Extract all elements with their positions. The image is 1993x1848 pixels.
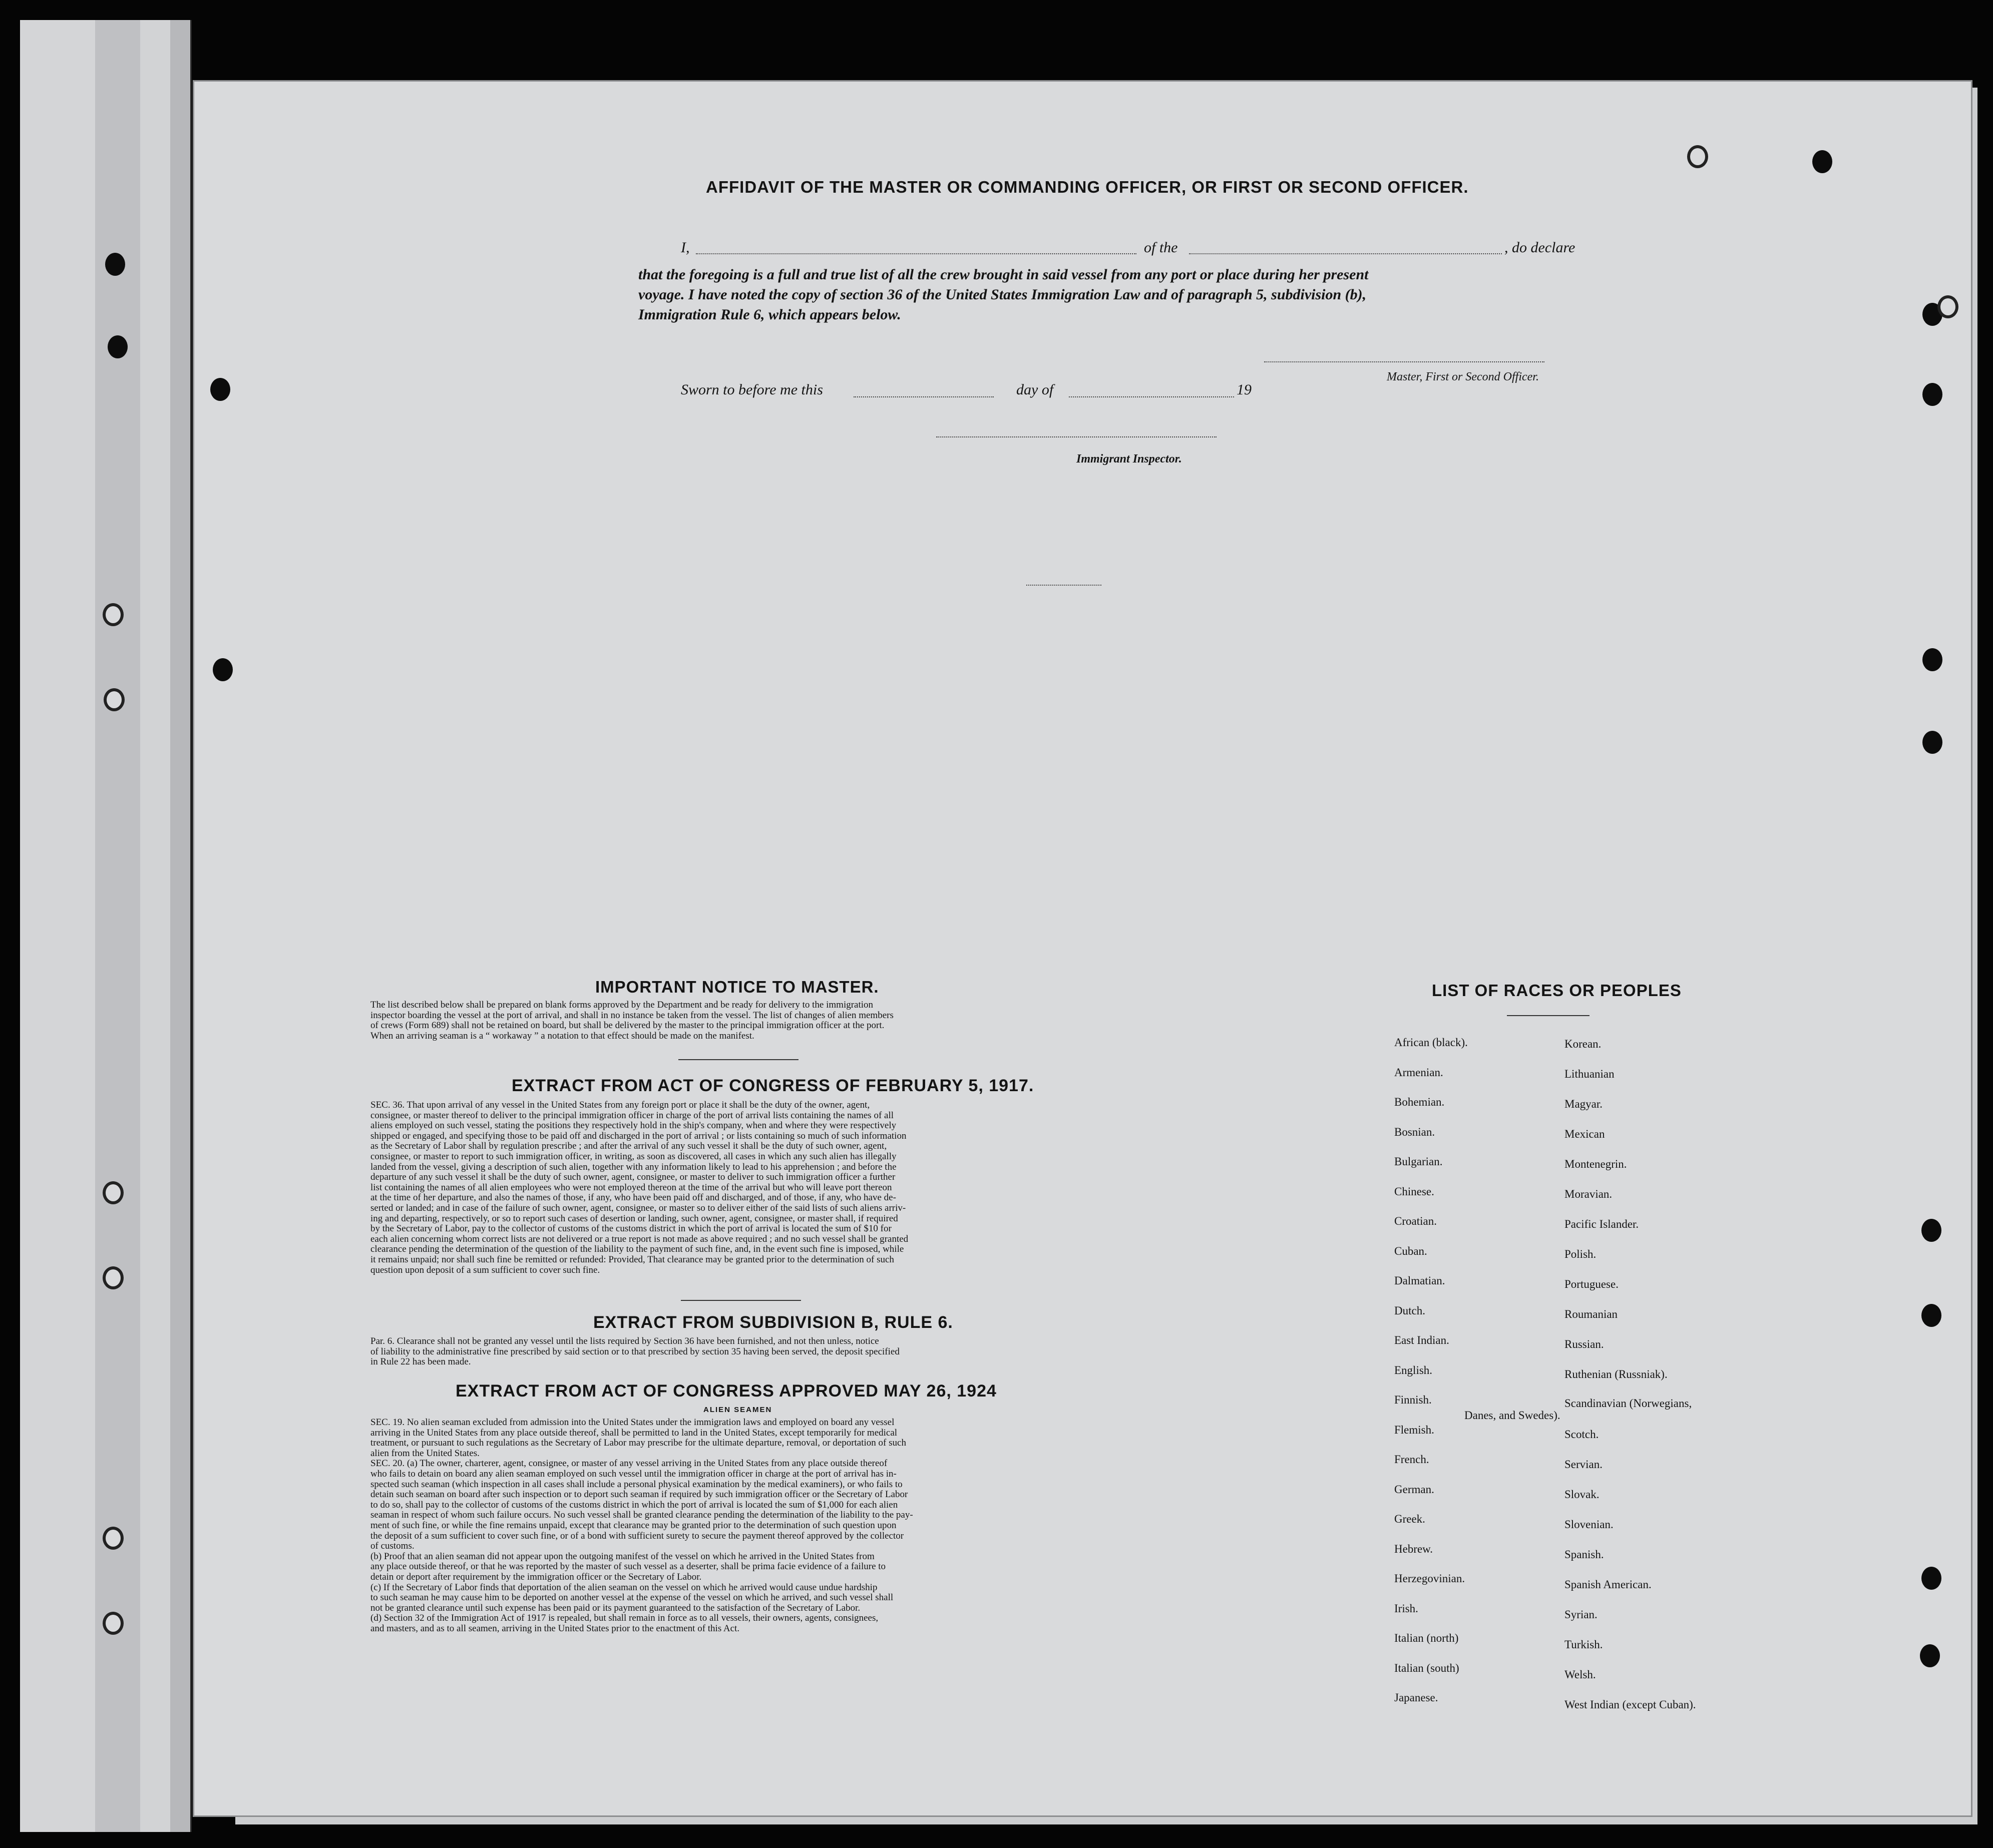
punch-hole-ring bbox=[103, 1266, 124, 1289]
race-item: Pacific Islander. bbox=[1564, 1218, 1639, 1230]
punch-hole bbox=[1922, 648, 1942, 671]
affidavit-line-2: that the foregoing is a full and true list of all the crew brought in said vessel from any port or place during her present bbox=[638, 266, 1369, 283]
race-item: Welsh. bbox=[1564, 1668, 1596, 1681]
race-item: Dalmatian. bbox=[1394, 1274, 1445, 1287]
punch-hole-ring bbox=[1937, 295, 1958, 318]
text-line: alien from the United States. bbox=[370, 1448, 480, 1459]
race-item: Scandinavian (Norwegians, bbox=[1564, 1397, 1692, 1410]
race-item: Portuguese. bbox=[1564, 1278, 1619, 1290]
notice-text bbox=[370, 1000, 1116, 1041]
punch-hole-ring bbox=[1687, 145, 1708, 168]
text-line: of liability to the administrative fine prescribed by said section or to that prescribed by section 35 having been served, the deposit specified bbox=[370, 1346, 900, 1357]
race-item: Irish. bbox=[1394, 1602, 1418, 1615]
race-item: Italian (south) bbox=[1394, 1661, 1459, 1674]
races-title-rule bbox=[1507, 1015, 1589, 1016]
sworn-day-blank[interactable] bbox=[854, 396, 994, 397]
race-item: Bohemian. bbox=[1394, 1096, 1445, 1108]
races-title: LIST OF RACES OR PEOPLES bbox=[1432, 981, 1682, 1000]
text-line: to do so, shall pay to the collector of customs of the customs district in which the port of arrival is located the sum of $1,000 for each alien bbox=[370, 1500, 898, 1510]
race-item: Turkish. bbox=[1564, 1638, 1603, 1651]
race-item: African (black). bbox=[1394, 1036, 1468, 1049]
section-divider bbox=[681, 1300, 801, 1301]
text-line: (c) If the Secretary of Labor finds that deportation of the alien seaman on the vessel on which he arrived would cause undue hardship bbox=[370, 1582, 878, 1593]
race-item: Spanish. bbox=[1564, 1548, 1604, 1561]
punch-hole-ring bbox=[104, 688, 125, 711]
race-item: Montenegrin. bbox=[1564, 1158, 1627, 1170]
text-line: SEC. 36. That upon arrival of any vessel in the United States from any foreign port or place it shall be the duty of the owner, agent, bbox=[370, 1100, 870, 1110]
text-line: inspector boarding the vessel at the port of arrival, and shall in no instance be taken from the vessel. The list of changes of alien members bbox=[370, 1010, 894, 1021]
text-line: treatment, or pursuant to such regulations as the Secretary of Labor may prescribe for the ultimate departure, removal, or deportation of such bbox=[370, 1438, 906, 1449]
text-line: (d) Section 32 of the Immigration Act of 1917 is repealed, but shall remain in force as to all vessels, their owners, agents, consignees, bbox=[370, 1613, 879, 1624]
punch-hole bbox=[1921, 1304, 1941, 1327]
text-line: serted or landed; and in case of the failure of such owner, agent, consignee, or master so to deliver either of the said lists of such aliens arriv- bbox=[370, 1203, 906, 1213]
text-line: any place outside thereof, or that he was reported by the master of such vessel as a deserter, shall be prima facie evidence of a failure to bbox=[370, 1562, 886, 1572]
text-line: landed from the vessel, giving a description of such alien, together with any information likely to lead to his apprehension ; and before the bbox=[370, 1162, 897, 1172]
race-item: Spanish American. bbox=[1564, 1578, 1652, 1591]
race-item: Lithuanian bbox=[1564, 1068, 1615, 1080]
text-line: Par. 6. Clearance shall not be granted any vessel until the lists required by Section 36 have been furnished, and not then unless, notice bbox=[370, 1336, 879, 1346]
text-line: at the time of her departure, and also the names of those, if any, who have been paid off and discharged, and of those, if any, who have de- bbox=[370, 1193, 896, 1203]
text-line: who fails to detain on board any alien seaman employed on such vessel until the immigration officer in charge at the port of arrival has in- bbox=[370, 1469, 897, 1479]
text-line: departure of any such vessel it shall be the duty of such owner, agent, consignee, or master to deliver to such immigration officer a further bbox=[370, 1172, 896, 1183]
race-item: Ruthenian (Russniak). bbox=[1564, 1368, 1668, 1380]
sworn-text: Sworn to before me this bbox=[681, 381, 823, 398]
race-item: Slovak. bbox=[1564, 1488, 1600, 1501]
text-line: SEC. 20. (a) The owner, charterer, agent, consignee, or master of any vessel arriving in the United States from any place outside thereof bbox=[370, 1459, 888, 1469]
text-line: When an arriving seaman is a “ workaway ” a notation to that effect should be made on the manifest. bbox=[370, 1031, 754, 1041]
text-line: each alien concerning whom correct lists are not delivered or a true report is not made as above required ; and no such vessel shall be granted bbox=[370, 1234, 909, 1244]
race-item: Armenian. bbox=[1394, 1066, 1443, 1079]
race-item: English. bbox=[1394, 1363, 1433, 1376]
race-item: French. bbox=[1394, 1453, 1429, 1466]
punch-hole bbox=[1921, 1567, 1941, 1590]
text-line: (b) Proof that an alien seaman did not appear upon the outgoing manifest of the vessel on which he arrived in the United States from bbox=[370, 1551, 875, 1562]
text-line: in Rule 22 has been made. bbox=[370, 1357, 471, 1367]
text-line: detain or deport after requirement by the immigration officer or the Secretary of Labor. bbox=[370, 1572, 702, 1582]
punch-hole-ring bbox=[103, 1612, 124, 1635]
text-line: aliens employed on such vessel, stating the positions they respectively hold in the ship's company, when and where they were respectively bbox=[370, 1121, 897, 1131]
section-divider bbox=[678, 1059, 799, 1060]
race-item: Greek. bbox=[1394, 1513, 1425, 1525]
text-line: seaman in respect of whom such failure occurs. No such vessel shall be granted clearance pending the determination of the liability to the pay- bbox=[370, 1510, 913, 1521]
text-line: consignee, or master to report to such immigration officer, in writing, as soon as discovered, all cases in which any such alien has illegally bbox=[370, 1151, 897, 1162]
race-item: Cuban. bbox=[1394, 1244, 1427, 1257]
act-1924-subtitle: ALIEN SEAMEN bbox=[703, 1406, 772, 1414]
race-item: Roumanian bbox=[1564, 1308, 1618, 1320]
race-item: Korean. bbox=[1564, 1038, 1602, 1050]
race-item: Herzegovinian. bbox=[1394, 1572, 1465, 1585]
punch-hole-ring bbox=[103, 1181, 124, 1204]
race-item: Japanese. bbox=[1394, 1691, 1438, 1704]
underlying-page-edge bbox=[170, 20, 192, 1832]
inspector-signature-blank[interactable] bbox=[936, 436, 1217, 437]
punch-hole bbox=[108, 335, 128, 358]
text-line: list containing the names of all alien employees who were not employed thereon at the time of the arrival but who will leave port thereon bbox=[370, 1182, 892, 1193]
name-blank[interactable] bbox=[696, 253, 1136, 254]
affidavit-line-4: Immigration Rule 6, which appears below. bbox=[638, 306, 901, 323]
vessel-blank[interactable] bbox=[1189, 253, 1502, 254]
underlying-page-edge bbox=[140, 20, 172, 1832]
race-item: East Indian. bbox=[1394, 1334, 1449, 1346]
race-item: Mexican bbox=[1564, 1128, 1605, 1140]
race-item: Danes, and Swedes). bbox=[1464, 1409, 1560, 1422]
text-line: The list described below shall be prepared on blank forms approved by the Department and be ready for delivery to the immigration bbox=[370, 1000, 874, 1010]
act-1924-title: EXTRACT FROM ACT OF CONGRESS APPROVED MAY 26, 1924 bbox=[456, 1381, 997, 1401]
text-line: to such seaman he may cause him to be deported on another vessel at the expense of the vessel on which he arrived, and such vessel shall bbox=[370, 1593, 894, 1603]
text-line: as the Secretary of Labor shall by regulation prescribe ; and after the arrival of any such vessel it shall be the duty of such owner, agent, bbox=[370, 1141, 887, 1152]
affidavit-do-declare: , do declare bbox=[1504, 239, 1575, 256]
act-1917-text bbox=[370, 1100, 1116, 1275]
rule-6-title: EXTRACT FROM SUBDIVISION B, RULE 6. bbox=[593, 1313, 953, 1332]
race-item: Croatian. bbox=[1394, 1215, 1437, 1227]
punch-hole bbox=[210, 378, 230, 401]
race-item: Magyar. bbox=[1564, 1098, 1603, 1110]
race-item: Bosnian. bbox=[1394, 1125, 1435, 1138]
punch-hole bbox=[1812, 150, 1832, 173]
text-line: it remains unpaid; nor shall such fine be remitted or refunded: Provided, That clearance may be granted prior to the determination of such bbox=[370, 1254, 894, 1265]
affidavit-i: I, bbox=[681, 239, 690, 256]
punch-hole-ring bbox=[103, 603, 124, 626]
punch-hole bbox=[1920, 1644, 1940, 1667]
punch-hole bbox=[1922, 731, 1942, 754]
race-item: Russian. bbox=[1564, 1338, 1604, 1350]
stray-dotted-mark bbox=[1026, 585, 1101, 586]
race-item: West Indian (except Cuban). bbox=[1564, 1698, 1696, 1711]
sworn-month-blank[interactable] bbox=[1069, 396, 1234, 397]
affidavit-title: AFFIDAVIT OF THE MASTER OR COMMANDING OFFICER, OR FIRST OR SECOND OFFICER. bbox=[706, 178, 1469, 196]
punch-hole bbox=[213, 658, 233, 681]
signature-blank[interactable] bbox=[1264, 361, 1544, 362]
race-item: German. bbox=[1394, 1483, 1434, 1496]
underlying-page-edge bbox=[20, 20, 97, 1832]
text-line: detain such seaman on board after such inspection or to deport such seaman if required by such immigration officer or the Secretary of Labor bbox=[370, 1490, 908, 1500]
text-line: arriving in the United States from any place outside thereof, shall be permitted to land in the United States, except temporarily for medical bbox=[370, 1428, 898, 1438]
race-item: Syrian. bbox=[1564, 1608, 1598, 1621]
text-line: of customs. bbox=[370, 1541, 415, 1552]
affidavit-of-the: of the bbox=[1144, 239, 1178, 256]
text-line: and masters, and as to all seamen, arriving in the United States prior to the enactment of this Act. bbox=[370, 1623, 740, 1634]
document-sheet bbox=[193, 80, 1972, 1817]
race-item: Polish. bbox=[1564, 1248, 1597, 1260]
punch-hole bbox=[1922, 383, 1942, 406]
text-line: SEC. 19. No alien seaman excluded from admission into the United States under the immigration laws and employed on board any vessel bbox=[370, 1418, 895, 1428]
race-item: Dutch. bbox=[1394, 1304, 1425, 1317]
affidavit-line-3: voyage. I have noted the copy of section 36 of the United States Immigration Law and of paragraph 5, subdivision (b), bbox=[638, 286, 1367, 303]
text-line: ment of such fine, or while the fine remains unpaid, except that clearance may be granted prior to the determination of such question upon bbox=[370, 1520, 897, 1531]
text-line: shipped or engaged, and specifying those to be paid off and discharged in the port of arrival ; or lists containing so much of such information bbox=[370, 1131, 907, 1141]
race-item: Finnish. bbox=[1394, 1394, 1432, 1406]
race-item: Hebrew. bbox=[1394, 1542, 1433, 1555]
text-line: the deposit of a sum sufficient to cover such fine, or of a bond with sufficient surety to secure the payment thereof approved by the collector bbox=[370, 1531, 904, 1541]
text-line: by the Secretary of Labor, pay to the collector of customs of the customs district in which the port of arrival is located the sum of $10 for bbox=[370, 1224, 892, 1234]
punch-hole bbox=[105, 253, 125, 276]
text-line: ing and departing, respectively, or so to report such cases of desertion or landing, such owner, agent, consignee, or master shall, if required bbox=[370, 1213, 898, 1224]
punch-hole bbox=[1921, 1219, 1941, 1242]
notice-title: IMPORTANT NOTICE TO MASTER. bbox=[595, 978, 879, 996]
race-item: Bulgarian. bbox=[1394, 1155, 1443, 1168]
master-label: Master, First or Second Officer. bbox=[1387, 370, 1539, 383]
text-line: spected such seaman (which inspection in all cases shall include a personal physical examination by the medical examiners), or who fails to bbox=[370, 1479, 903, 1490]
inspector-label: Immigrant Inspector. bbox=[1076, 452, 1182, 466]
day-of-text: day of bbox=[1016, 381, 1054, 398]
text-line: not be granted clearance until such expense has been paid or its payment guaranteed to the satisfaction of the Secretary of Labor. bbox=[370, 1603, 861, 1613]
race-item: Chinese. bbox=[1394, 1185, 1434, 1198]
race-item: Flemish. bbox=[1394, 1423, 1434, 1436]
text-line: consignee, or master thereof to deliver to the principal immigration officer in charge of the port of arrival lists containing the names of all bbox=[370, 1110, 894, 1121]
race-item: Moravian. bbox=[1564, 1188, 1613, 1200]
text-line: clearance pending the determination of the question of the liability to the payment of such fine, and, in the event such fine is imposed, while bbox=[370, 1244, 904, 1255]
rule-6-text bbox=[370, 1336, 1116, 1367]
act-1917-title: EXTRACT FROM ACT OF CONGRESS OF FEBRUARY 5, 1917. bbox=[512, 1076, 1034, 1095]
punch-hole-ring bbox=[103, 1527, 124, 1550]
race-item: Slovenian. bbox=[1564, 1518, 1614, 1531]
act-1924-text bbox=[370, 1418, 1116, 1634]
race-item: Scotch. bbox=[1564, 1428, 1599, 1441]
race-item: Servian. bbox=[1564, 1458, 1603, 1471]
year-prefix: 19 bbox=[1237, 381, 1252, 398]
race-item: Italian (north) bbox=[1394, 1632, 1459, 1644]
text-line: of crews (Form 689) shall not be retained on board, but shall be delivered by the master to the principal immigration officer at the port. bbox=[370, 1021, 885, 1031]
underlying-page-edge bbox=[95, 20, 142, 1832]
text-line: question upon deposit of a sum sufficient to cover such fine. bbox=[370, 1265, 600, 1275]
